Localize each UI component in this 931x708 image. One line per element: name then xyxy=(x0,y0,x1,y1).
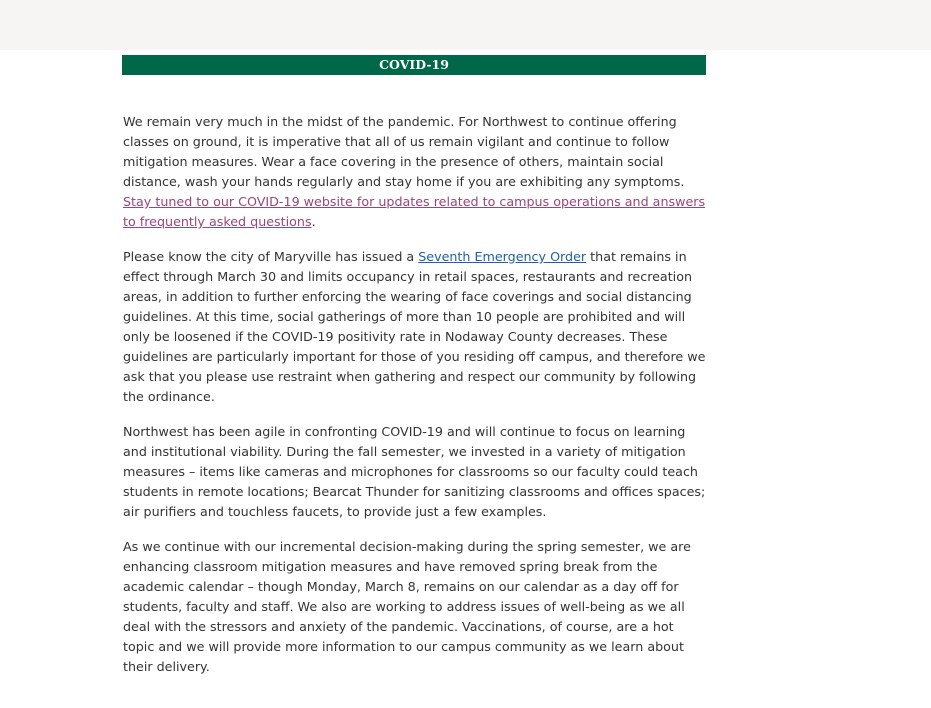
article-body xyxy=(123,112,707,692)
section-header-covid xyxy=(122,55,706,75)
paragraph-spring-semester: As we continue with our incremental decision-making during the spring semester, we are enhancing classroom mitigation measures and have removed spring break from the academic calendar – though Monday, March 8, remains on our calendar as a day off for students, faculty and staff. We also are working to address issues of well-being as we all deal with the stressors and anxiety of the pandemic. Vaccinations, of course, are a hot topic and we will provide more information to our campus community as we learn about their delivery. xyxy=(123,539,691,674)
paragraph-emergency-order-rest: that remains in effect through March 30 and limits occupancy in retail spaces, restaurants and recreation areas, in addition to further enforcing the wearing of face coverings and social distancing guidelines. At this time, social gatherings of more than 10 people are prohibited and will only be loosened if the COVID-19 positivity rate in Nodaway County decreases. These guidelines are particularly important for those of you residing off campus, and therefore we ask that you please use restraint when gathering and respect our community by following the ordinance. xyxy=(123,249,706,404)
paragraph-emergency-order-start: Please know the city of Maryville has issued a xyxy=(123,249,419,264)
paragraph-agile: Northwest has been agile in confronting COVID-19 and will continue to focus on learning and institutional viability. During the fall semester, we invested in a variety of mitigation measures – items like cameras and microphones for classrooms so our faculty could teach students in remote locations; Bearcat Thunder for sanitizing classrooms and offices spaces; air purifiers and touchless faucets, to provide just a few examples. xyxy=(123,424,706,519)
seventh-emergency-order-link[interactable]: Seventh Emergency Order xyxy=(418,249,587,264)
paragraph-pandemic-text: We remain very much in the midst of the pandemic. For Northwest to continue offering classes on ground, it is imperative that all of us remain vigilant and continue to follow mitigation measures. Wear a face covering in the presence of others, maintain social distance, wash your hands regularly and stay home if you are exhibiting any symptoms. xyxy=(123,114,685,189)
paragraph-pandemic xyxy=(123,112,707,232)
browser-top-bar xyxy=(0,0,931,50)
section-header-title: COVID-19 xyxy=(379,57,449,72)
paragraph-emergency-order xyxy=(123,247,707,407)
paragraph-pandemic-end: . xyxy=(311,214,316,229)
covid-website-link[interactable]: Stay tuned to our COVID-19 website for updates related to campus operations and answers to frequently asked questions xyxy=(123,194,706,229)
